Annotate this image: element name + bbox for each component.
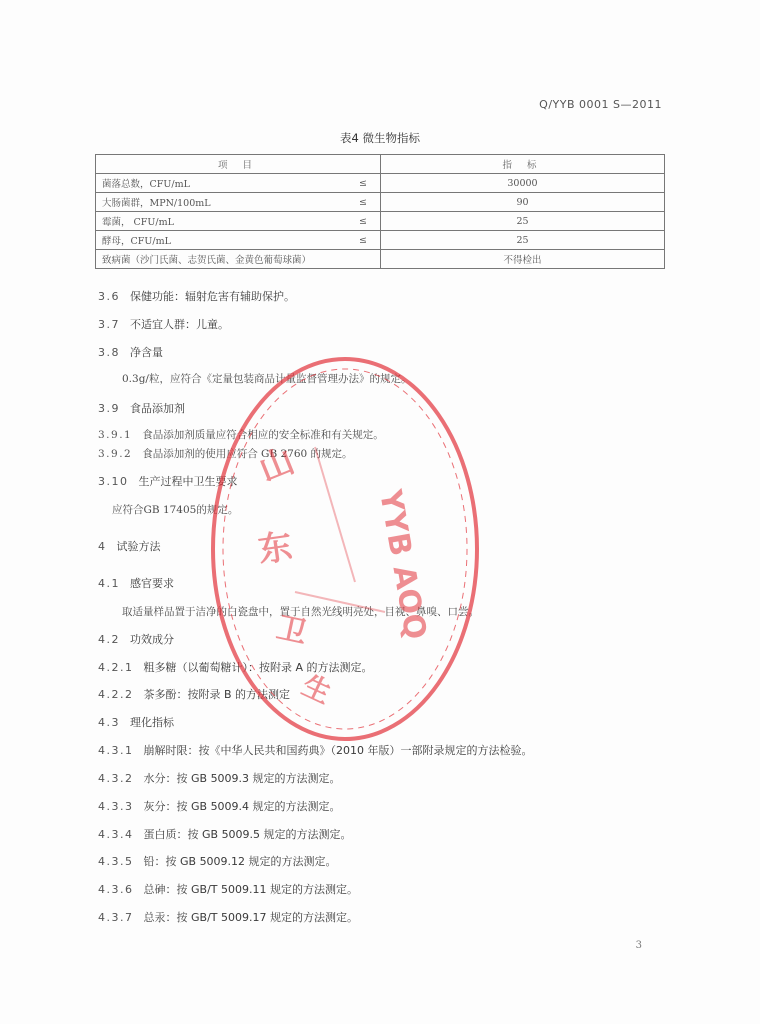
section-text: 感官要求 <box>130 577 174 590</box>
section-3-8 <box>98 344 163 360</box>
section-text: 灰分：按 GB 5009.4 规定的方法测定。 <box>143 800 341 813</box>
section-4-1-body: 取适量样品置于洁净的白瓷盘中，置于自然光线明亮处，目视、鼻嗅、口尝。 <box>122 606 479 618</box>
section-text: 崩解时限：按《中华人民共和国药典》（2010 年版）一部附录规定的方法检验。 <box>143 744 533 757</box>
section-text: 食品添加剂的使用应符合 GB 2760 的规定。 <box>142 448 353 460</box>
section-text: 理化指标 <box>130 716 174 729</box>
section-text: 总砷：按 GB/T 5009.11 规定的方法测定。 <box>143 883 358 896</box>
section-number: 3.10 <box>98 475 129 488</box>
section-4-3 <box>98 714 174 730</box>
section-4-3-6 <box>98 881 358 897</box>
svg-text:山: 山 <box>253 440 300 491</box>
table-cell-value: 90 <box>381 193 665 212</box>
section-number: 3.9.1 <box>98 429 133 441</box>
section-4-3-7 <box>98 909 358 925</box>
section-text: 铅：按 GB 5009.12 规定的方法测定。 <box>143 855 337 868</box>
section-number: 4.3.5 <box>98 855 134 868</box>
section-number: 3.7 <box>98 318 120 331</box>
svg-text:东: 东 <box>255 526 295 571</box>
section-4-3-5 <box>98 853 337 869</box>
section-text: 净含量 <box>130 346 163 359</box>
section-text: 食品添加剂质量应符合相应的安全标准和有关规定。 <box>142 429 384 441</box>
section-text: 总汞：按 GB/T 5009.17 规定的方法测定。 <box>143 911 358 924</box>
section-number: 4.2.2 <box>98 688 134 701</box>
table-cell-item: 致病菌（沙门氏菌、志贺氏菌、金黄色葡萄球菌） <box>96 250 347 269</box>
svg-text:生: 生 <box>297 668 337 711</box>
table-cell-operator: ≤ <box>346 174 381 193</box>
section-4-2-1 <box>98 659 373 675</box>
table-row <box>96 193 665 212</box>
section-text: 粗多糖（以葡萄糖计）：按附录 A 的方法测定。 <box>143 661 373 674</box>
section-number: 4.3.4 <box>98 828 134 841</box>
section-text: 水分：按 GB 5009.3 规定的方法测定。 <box>143 772 341 785</box>
section-number: 4.3.7 <box>98 911 134 924</box>
section-text: 功效成分 <box>130 633 174 646</box>
section-number: 3.9.2 <box>98 448 133 460</box>
section-number: 3.8 <box>98 346 120 359</box>
section-4-1 <box>98 575 174 591</box>
section-number: 3.6 <box>98 290 120 303</box>
table-row <box>96 231 665 250</box>
section-4-3-1 <box>98 742 533 758</box>
section-text: 蛋白质：按 GB 5009.5 规定的方法测定。 <box>143 828 352 841</box>
section-4-3-3 <box>98 798 341 814</box>
section-3-10-body: 应符合GB 17405的规定。 <box>112 504 239 516</box>
section-3-6 <box>98 288 295 304</box>
section-4-2-2 <box>98 686 290 702</box>
section-number: 4 <box>98 540 107 553</box>
page-number: 3 <box>635 940 642 951</box>
section-number: 4.3.1 <box>98 744 134 757</box>
section-3-9-1 <box>98 427 384 442</box>
standard-code: Q/YYB 0001 S—2011 <box>539 98 662 111</box>
svg-text:卫: 卫 <box>273 610 310 652</box>
section-4-3-4 <box>98 826 352 842</box>
section-number: 4.2 <box>98 633 120 646</box>
table-row <box>96 174 665 193</box>
table-row <box>96 212 665 231</box>
section-number: 4.3.6 <box>98 883 134 896</box>
table-caption: 表4 微生物指标 <box>340 131 420 145</box>
section-text: 食品添加剂 <box>130 402 185 415</box>
svg-text:YYB AOQ: YYB AOQ <box>372 487 433 643</box>
table-header-item: 项 目 <box>96 155 381 174</box>
table-cell-value: 不得检出 <box>381 250 665 269</box>
table-cell-value: 25 <box>381 212 665 231</box>
section-3-7 <box>98 316 229 332</box>
section-number: 4.2.1 <box>98 661 134 674</box>
table-cell-operator <box>346 250 381 269</box>
table-header-value: 指 标 <box>381 155 665 174</box>
table-cell-item: 酵母，CFU/mL <box>96 231 347 250</box>
section-text: 保健功能：辐射危害有辅助保护。 <box>130 290 295 303</box>
table-row <box>96 250 665 269</box>
table-cell-value: 30000 <box>381 174 665 193</box>
table-cell-item: 大肠菌群，MPN/100mL <box>96 193 347 212</box>
section-3-8-body: 0.3g/粒，应符合《定量包装商品计量监督管理办法》的规定。 <box>122 373 412 385</box>
table-cell-operator: ≤ <box>346 231 381 250</box>
section-text: 不适宜人群：儿童。 <box>130 318 229 331</box>
section-text: 茶多酚：按附录 B 的方法测定 <box>143 688 291 701</box>
microbiology-table <box>95 154 665 269</box>
table-cell-operator: ≤ <box>346 193 381 212</box>
section-text: 试验方法 <box>116 540 161 553</box>
section-4 <box>98 538 161 554</box>
table-cell-item: 菌落总数，CFU/mL <box>96 174 347 193</box>
table-header-row <box>96 155 665 174</box>
table-cell-operator: ≤ <box>346 212 381 231</box>
section-number: 4.1 <box>98 577 120 590</box>
section-number: 4.3.2 <box>98 772 134 785</box>
section-3-9-2 <box>98 446 353 461</box>
section-3-9 <box>98 400 185 416</box>
table-cell-value: 25 <box>381 231 665 250</box>
section-number: 3.9 <box>98 402 120 415</box>
section-4-2 <box>98 631 174 647</box>
section-number: 4.3.3 <box>98 800 134 813</box>
section-4-3-2 <box>98 770 341 786</box>
section-number: 4.3 <box>98 716 120 729</box>
section-3-10 <box>98 473 238 489</box>
section-text: 生产过程中卫生要求 <box>138 475 238 488</box>
table-cell-item: 霉菌， CFU/mL <box>96 212 347 231</box>
